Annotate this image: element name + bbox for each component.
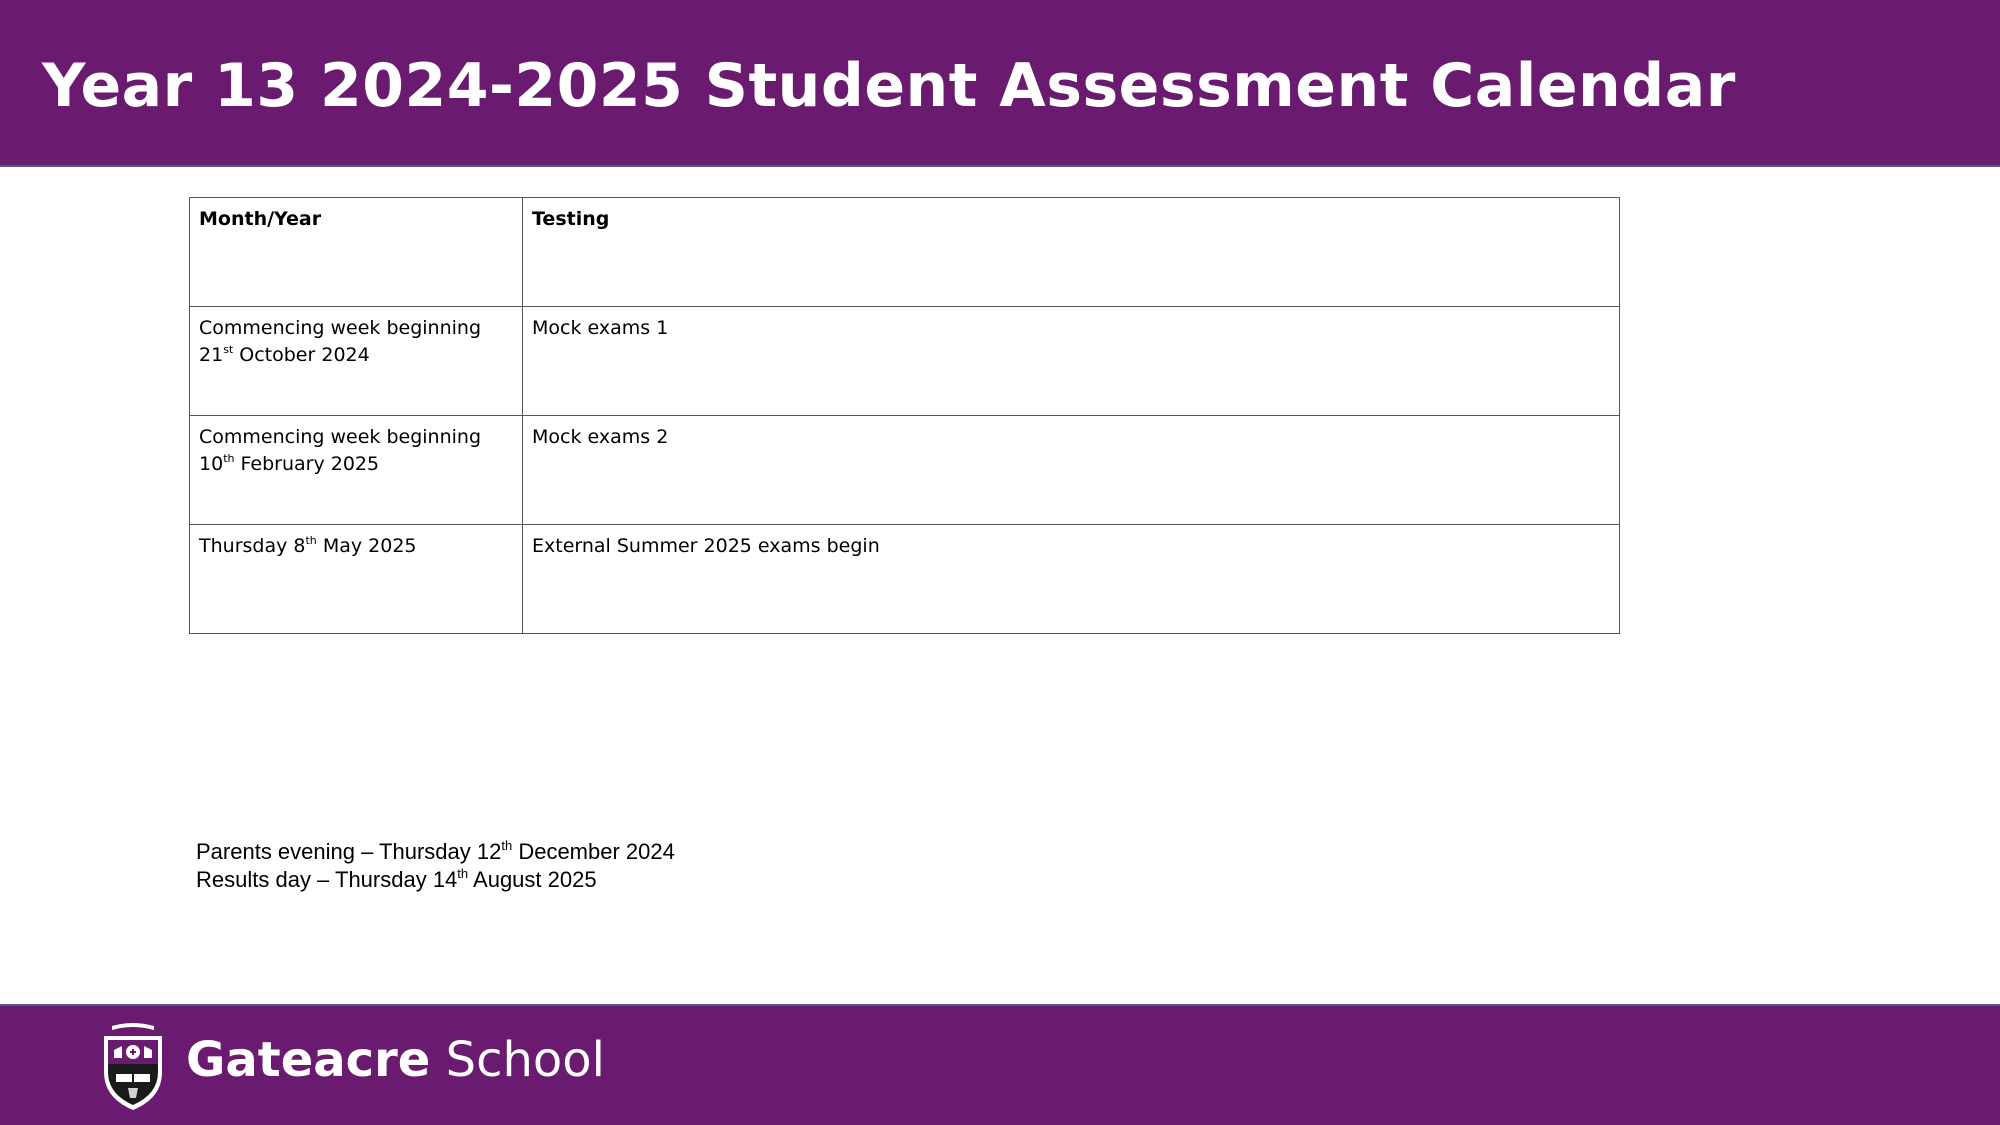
date-text-rest: February 2025 [234, 453, 380, 475]
date-suffix: th [223, 452, 235, 465]
note-text-rest: August 2025 [468, 867, 597, 892]
table-row [190, 307, 1620, 416]
date-cell [190, 525, 523, 634]
date-text: Thursday 8 [199, 535, 306, 557]
school-name-bold: Gateacre [186, 1032, 431, 1088]
date-text: Commencing week beginning 10 [199, 426, 482, 475]
note-text: Parents evening – Thursday 12 [196, 839, 502, 864]
assessment-calendar-table [189, 197, 1620, 634]
note-suffix: th [457, 866, 469, 881]
date-suffix: th [305, 534, 317, 547]
table-row [190, 525, 1620, 634]
parents-evening-note [196, 838, 675, 866]
date-text-rest: May 2025 [316, 535, 417, 557]
header-banner [0, 0, 2000, 167]
testing-cell: External Summer 2025 exams begin [523, 525, 1620, 634]
note-text: Results day – Thursday 14 [196, 867, 458, 892]
column-header-month-year: Month/Year [190, 198, 523, 307]
testing-cell: Mock exams 2 [523, 416, 1620, 525]
date-text-rest: October 2024 [233, 344, 370, 366]
date-text: Commencing week beginning 21 [199, 317, 482, 366]
school-name [186, 1032, 605, 1088]
table-row [190, 416, 1620, 525]
note-suffix: th [501, 838, 513, 853]
note-text-rest: December 2024 [512, 839, 675, 864]
school-name-light: School [430, 1032, 605, 1088]
page-title: Year 13 2024-2025 Student Assessment Calendar [42, 51, 1736, 121]
footer-banner [0, 1004, 2000, 1125]
key-dates-notes [196, 838, 675, 894]
testing-cell: Mock exams 1 [523, 307, 1620, 416]
date-suffix: st [223, 343, 234, 356]
date-cell [190, 416, 523, 525]
results-day-note [196, 866, 675, 894]
column-header-testing: Testing [523, 198, 1620, 307]
date-cell [190, 307, 523, 416]
school-crest-icon [100, 1020, 166, 1112]
table-header-row [190, 198, 1620, 307]
